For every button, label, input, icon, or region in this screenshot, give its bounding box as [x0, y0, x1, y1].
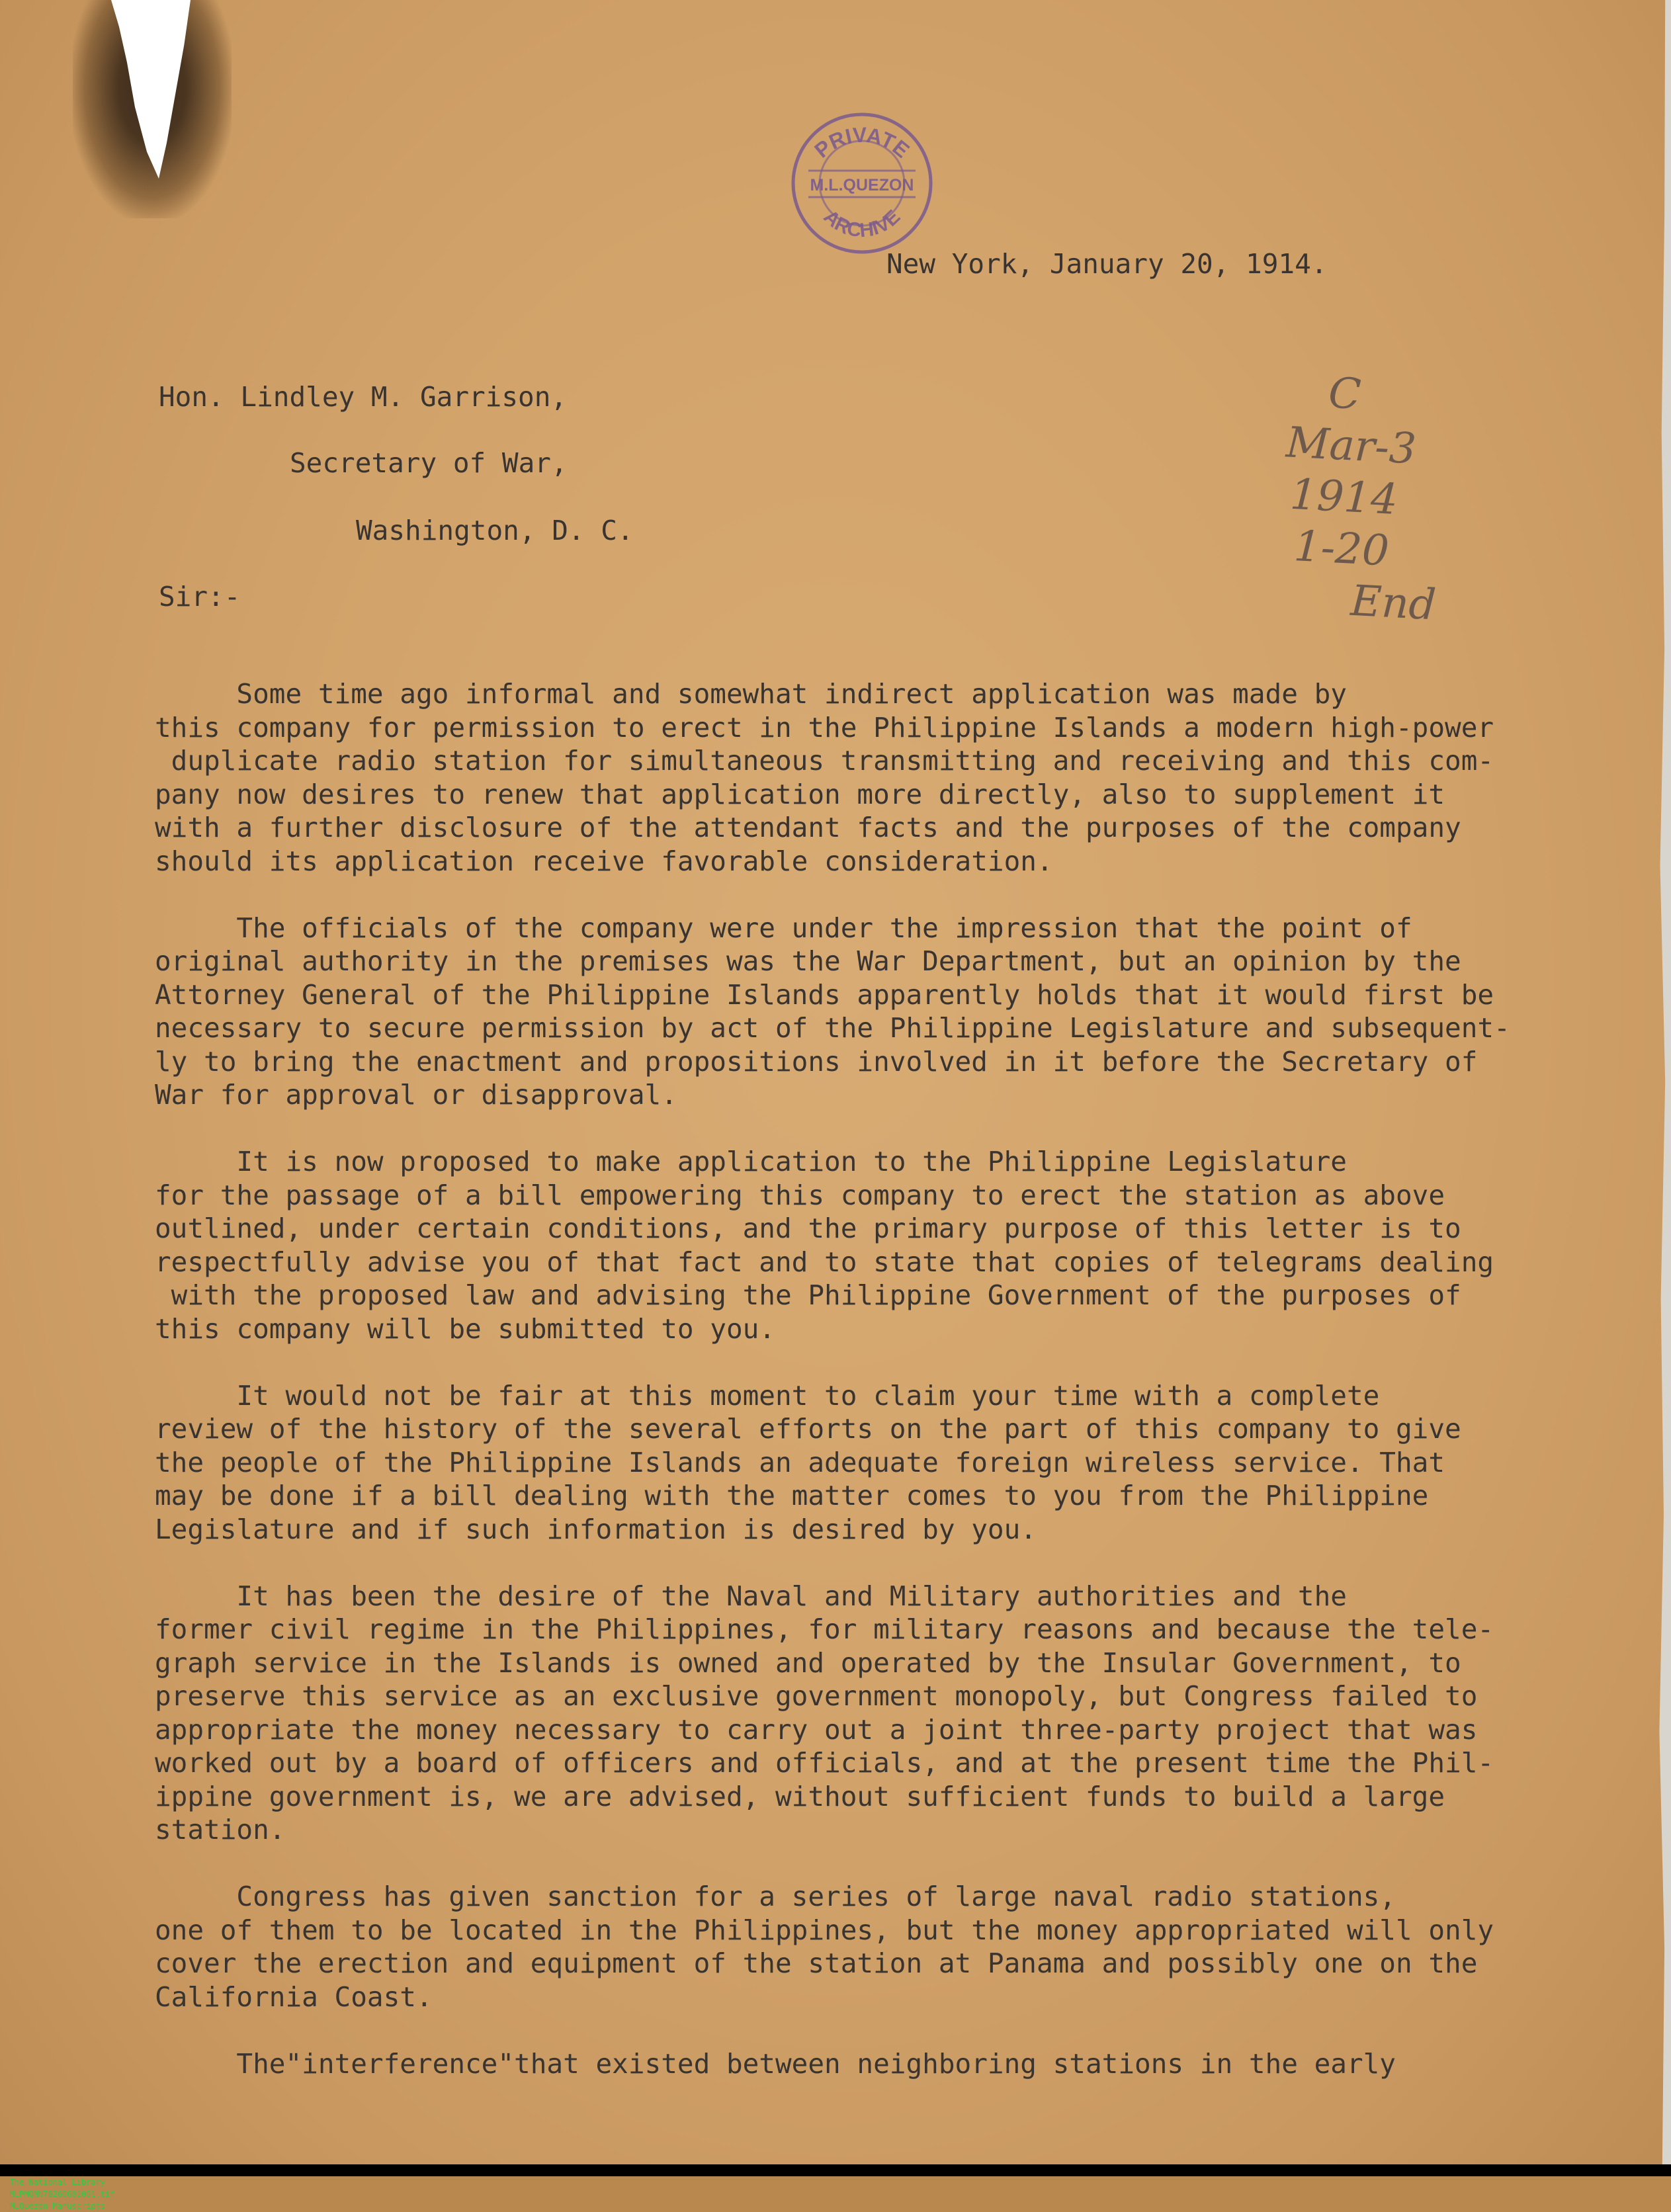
scan-footer: [0, 2164, 1671, 2211]
body-line: worked out by a board of officers and officials, and at the present time the Phil-: [155, 1747, 1494, 1779]
body-line: original authority in the premises was the War Department, but an opinion by the: [155, 945, 1461, 977]
body-line: for the passage of a bill empowering this company to erect the station as above: [155, 1179, 1445, 1211]
body-line: appropriate the money necessary to carry out a joint three-party project that was: [155, 1713, 1478, 1746]
body-line: ly to bring the enactment and propositions involved in it before the Secretary of: [155, 1045, 1478, 1078]
body-line: It would not be fair at this moment to claim your time with a complete: [155, 1379, 1380, 1412]
body-line: Attorney General of the Philippine Islands apparently holds that it would first be: [155, 978, 1494, 1011]
body-line: The officials of the company were under the impression that the point of: [155, 912, 1412, 944]
footer-collection: MLQuezon Manuscripts: [9, 2201, 105, 2211]
body-line: the people of the Philippine Islands an adequate foreign wireless service. That: [155, 1446, 1445, 1478]
body-line: with a further disclosure of the attendant facts and the purposes of the company: [155, 812, 1461, 843]
body-line: Some time ago informal and somewhat indirect application was made by: [155, 678, 1347, 710]
body-line: should its application receive favorable consideration.: [155, 845, 1053, 877]
stamp-bottom-text: ARCHIVE: [819, 206, 905, 242]
body-line: preserve this service as an exclusive government monopoly, but Congress failed to: [155, 1680, 1478, 1712]
body-line: one of them to be located in the Philippines, but the money appropriated will only: [155, 1914, 1494, 1946]
body-line: cover the erection and equipment of the station at Panama and possibly one on the: [155, 1947, 1478, 1979]
body-line: this company will be submitted to you.: [155, 1312, 775, 1345]
handwritten-note: Mar-3: [1285, 418, 1418, 474]
handwritten-note: 1914: [1289, 470, 1399, 525]
stamp-top-text: PRIVATE: [810, 122, 914, 163]
body-line: Legislature and if such information is desired by you.: [155, 1513, 1037, 1545]
body-line: outlined, under certain conditions, and the primary purpose of this letter is to: [155, 1212, 1461, 1244]
body-line: review of the history of the several efforts on the part of this company to give: [155, 1413, 1461, 1445]
letter-date: New York, January 20, 1914.: [886, 248, 1328, 280]
body-line: It is now proposed to make application to the Philippine Legislature: [155, 1146, 1347, 1177]
body-line: graph service in the Islands is owned and operated by the Insular Government, to: [155, 1646, 1461, 1679]
handwritten-notes: [1277, 365, 1488, 633]
footer-file: MLPMQMN70260601001.tif: [9, 2190, 115, 2199]
body-line: pany now desires to renew that application more directly, also to supplement it: [155, 778, 1445, 810]
private-archive-stamp: [789, 110, 935, 257]
body-line: former civil regime in the Philippines, for military reasons and because the tele-: [155, 1613, 1494, 1645]
body-line: California Coast.: [155, 1980, 433, 2013]
body-line: with the proposed law and advising the Philippine Government of the purposes of: [155, 1279, 1461, 1311]
body-paragraph: [155, 912, 1510, 1112]
body-line: respectfully advise you of that fact and to state that copies of telegrams dealing: [155, 1246, 1494, 1278]
body-line: It has been the desire of the Naval and Military authorities and the: [155, 1580, 1347, 1612]
body-line: necessary to secure permission by act of the Philippine Legislature and subsequent-: [155, 1012, 1510, 1044]
body-line: may be done if a bill dealing with the matter comes to you from the Philippine: [155, 1480, 1429, 1511]
salutation: Sir:-: [159, 581, 241, 613]
letter-body: [155, 677, 1510, 2114]
recipient-name: Hon. Lindley M. Garrison,: [159, 381, 568, 413]
body-paragraph: [155, 2047, 1510, 2081]
body-line: ippine government is, we are advised, without sufficient funds to build a large: [155, 1780, 1445, 1812]
recipient-title: Secretary of War,: [290, 447, 568, 479]
footer-library: The National Library: [9, 2178, 105, 2187]
handwritten-note: End: [1349, 576, 1437, 630]
body-line: Congress has given sanction for a series of large naval radio stations,: [155, 1881, 1396, 1912]
handwritten-note: 1-20: [1293, 522, 1391, 576]
body-line: War for approval or disapproval.: [155, 1079, 677, 1111]
body-paragraph: [155, 1145, 1510, 1345]
handwritten-note: C: [1327, 368, 1363, 420]
stamp-middle-text: M.L.QUEZON: [810, 176, 914, 194]
svg-text:PRIVATE: [810, 122, 914, 162]
recipient-city: Washington, D. C.: [356, 515, 634, 546]
body-paragraph: [155, 1379, 1510, 1547]
torn-right-edge: [1656, 0, 1671, 2164]
body-line: duplicate radio station for simultaneous transmitting and receiving and this com-: [155, 745, 1494, 777]
svg-text:ARCHIVE: [820, 206, 905, 241]
body-line: The"interference"that existed between neighboring stations in the early: [155, 2047, 1396, 2080]
body-paragraph: [155, 1580, 1510, 1847]
body-paragraph: [155, 1880, 1510, 2014]
body-paragraph: [155, 677, 1510, 878]
body-line: station.: [155, 1814, 286, 1846]
body-line: this company for permission to erect in the Philippine Islands a modern high-power: [155, 711, 1494, 744]
